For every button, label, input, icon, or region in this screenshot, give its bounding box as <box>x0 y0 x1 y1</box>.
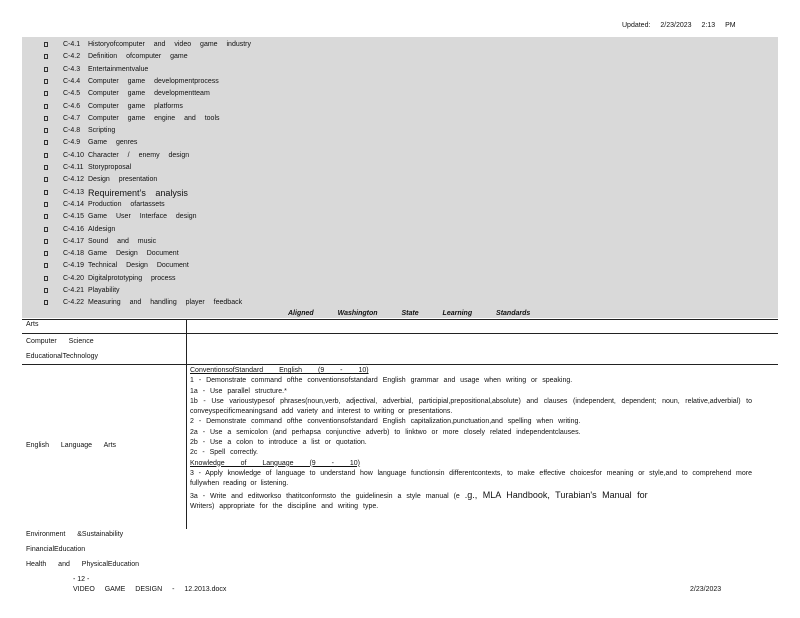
checkbox-bullet-icon <box>44 91 48 96</box>
checkbox-bullet-icon <box>44 153 48 158</box>
checkbox-bullet-icon <box>44 116 48 121</box>
topic-code: C-4.12 <box>63 176 85 184</box>
checkbox-bullet-icon <box>44 300 48 305</box>
topic-code: C-4.14 <box>63 200 85 208</box>
document-filename: VIDEO GAME DESIGN - 12.2013.docx <box>73 586 227 593</box>
updated-date: 2/23/2023 <box>660 22 692 29</box>
topic-code: C-4.8 <box>63 127 81 135</box>
topic-text: Definition ofcomputer game <box>88 53 188 61</box>
topic-text: Game genres <box>88 139 138 147</box>
ela-standard-1b: 1b - Use varioustypesof phrases(noun,verb, adjectival, adverbial, participial,prepositional,absolute) and clauses (independent, dependent; noun, relative,adverbial) to conveyspecificmeaningsand add variety and interest to writing or presentations. <box>190 397 752 416</box>
ela-standard-3a-end: Writers) appropriate for the discipline and writing type. <box>190 502 379 510</box>
subject-educational-technology: EducationalTechnology <box>26 353 98 360</box>
footer-date: 2/23/2023 <box>690 586 722 593</box>
table-rule <box>22 319 778 320</box>
topic-code: C-4.22 <box>63 299 85 307</box>
topic-text: Computer game platforms <box>88 102 183 110</box>
topic-code: C-4.7 <box>63 114 81 122</box>
ela-heading-knowledge: Knowledge of Language (9 - 10) <box>190 459 361 467</box>
ela-standards <box>190 366 752 512</box>
subject-computer-science: Computer Science <box>26 338 94 345</box>
updated-label: Updated: <box>622 22 651 29</box>
checkbox-bullet-icon <box>44 67 48 72</box>
topic-text: Scripting <box>88 127 116 135</box>
topic-text: Computer game developmentteam <box>88 90 210 98</box>
topic-code: C-4.9 <box>63 139 81 147</box>
topic-code: C-4.4 <box>63 77 81 85</box>
topic-text: Digitalprototyping process <box>88 274 176 282</box>
aligned-standards-heading: Aligned Washington State Learning Standards <box>288 310 531 317</box>
topic-text: Game Design Document <box>88 250 179 258</box>
topic-code: C-4.18 <box>63 250 85 258</box>
ela-standard-2b: 2b - Use a colon to introduce a list or quotation. <box>190 439 367 447</box>
ela-standard-3a-example: .g., MLA Handbook, Turabian's Manual for <box>464 489 648 500</box>
topic-code: C-4.15 <box>63 213 85 221</box>
topic-text: Design presentation <box>88 176 158 184</box>
topic-text: Technical Design Document <box>88 262 189 270</box>
checkbox-bullet-icon <box>44 104 48 109</box>
topic-code: C-4.3 <box>63 65 81 73</box>
checkbox-bullet-icon <box>44 128 48 133</box>
subject-health: Health and PhysicalEducation <box>26 561 140 568</box>
checkbox-bullet-icon <box>44 190 48 195</box>
topic-text: Computer game engine and tools <box>88 114 220 122</box>
ela-standard-2c: 2c - Spell correctly. <box>190 449 258 457</box>
topic-text: Entertainmentvalue <box>88 65 149 73</box>
subject-english-language-arts: English Language Arts <box>26 442 117 449</box>
ela-standard-2a: 2a - Use a semicolon (and perhapsa conjunctive adverb) to linktwo or more closely related independentclauses. <box>190 428 581 436</box>
topic-code: C-4.11 <box>63 164 84 171</box>
topic-code: C-4.16 <box>63 225 85 233</box>
ela-standard-3a <box>190 490 752 502</box>
checkbox-bullet-icon <box>44 165 48 170</box>
checkbox-bullet-icon <box>44 140 48 145</box>
topic-code: C-4.20 <box>63 274 85 282</box>
topic-text: Sound and music <box>88 237 157 245</box>
topic-text: Requirement’s analysis <box>88 187 188 198</box>
topic-code: C-4.19 <box>63 262 85 270</box>
topic-text: Character / enemy design <box>88 151 190 159</box>
topic-code: C-4.17 <box>63 237 85 245</box>
topic-text: Game User Interface design <box>88 213 197 221</box>
topic-code: C-4.1 <box>63 41 81 48</box>
topic-text: Storyproposal <box>88 164 132 171</box>
topic-text: Production ofartassets <box>88 200 165 208</box>
topic-text: Computer game developmentprocess <box>88 77 219 85</box>
checkbox-bullet-icon <box>44 79 48 84</box>
topic-code: C-4.10 <box>63 151 85 159</box>
checkbox-bullet-icon <box>44 54 48 59</box>
checkbox-bullet-icon <box>44 227 48 232</box>
topics-list <box>22 37 778 318</box>
topic-code: C-4.6 <box>63 102 81 110</box>
checkbox-bullet-icon <box>44 239 48 244</box>
topic-text: AIdesign <box>88 225 116 233</box>
ela-standard-1a: 1a - Use parallel structure.* <box>190 387 287 395</box>
topic-text: Historyofcomputer and video game industry <box>88 41 252 48</box>
updated-time: 2:13 <box>701 22 716 29</box>
checkbox-bullet-icon <box>44 288 48 293</box>
subject-environment: Environment &Sustainability <box>26 531 124 538</box>
ela-heading-conventions: ConventionsofStandard English (9 - 10) <box>190 367 369 374</box>
topic-code: C-4.5 <box>63 90 81 98</box>
ela-standard-1: 1 - Demonstrate command ofthe conventionsofstandard English grammar and usage when writing or speaking. <box>190 377 573 385</box>
checkbox-bullet-icon <box>44 251 48 256</box>
checkbox-bullet-icon <box>44 214 48 219</box>
checkbox-bullet-icon <box>44 177 48 182</box>
subject-financial-education: FinancialEducation <box>26 546 86 553</box>
topic-text: Measuring and handling player feedback <box>88 299 243 307</box>
table-column-divider <box>186 319 187 529</box>
page-number: - 12 - <box>73 576 90 583</box>
table-rule <box>22 364 778 365</box>
updated-stamp <box>622 22 736 29</box>
checkbox-bullet-icon <box>44 202 48 207</box>
ela-standard-2: 2 - Demonstrate command ofthe conventionsofstandard English capitalization,punctuation,and spelling when writing. <box>190 418 581 426</box>
topic-code: C-4.21 <box>63 287 85 294</box>
checkbox-bullet-icon <box>44 42 48 47</box>
checkbox-bullet-icon <box>44 263 48 268</box>
topic-text: Playability <box>88 287 120 294</box>
ela-standard-3: 3 - Apply knowledge of language to understand how language functionsin differentcontexts, to make effective choicesfor meaning or style,and to comprehend more fullywhen reading or listening. <box>190 469 752 488</box>
ela-standard-3a-start: 3a - Write and editworkso thatitconformsto the guidelinesin a style manual (e <box>190 492 460 500</box>
checkbox-bullet-icon <box>44 276 48 281</box>
table-rule <box>22 333 778 334</box>
topic-code: C-4.13 <box>63 188 85 196</box>
subject-arts: Arts <box>26 321 39 328</box>
updated-ampm: PM <box>725 22 736 29</box>
topic-code: C-4.2 <box>63 53 81 61</box>
